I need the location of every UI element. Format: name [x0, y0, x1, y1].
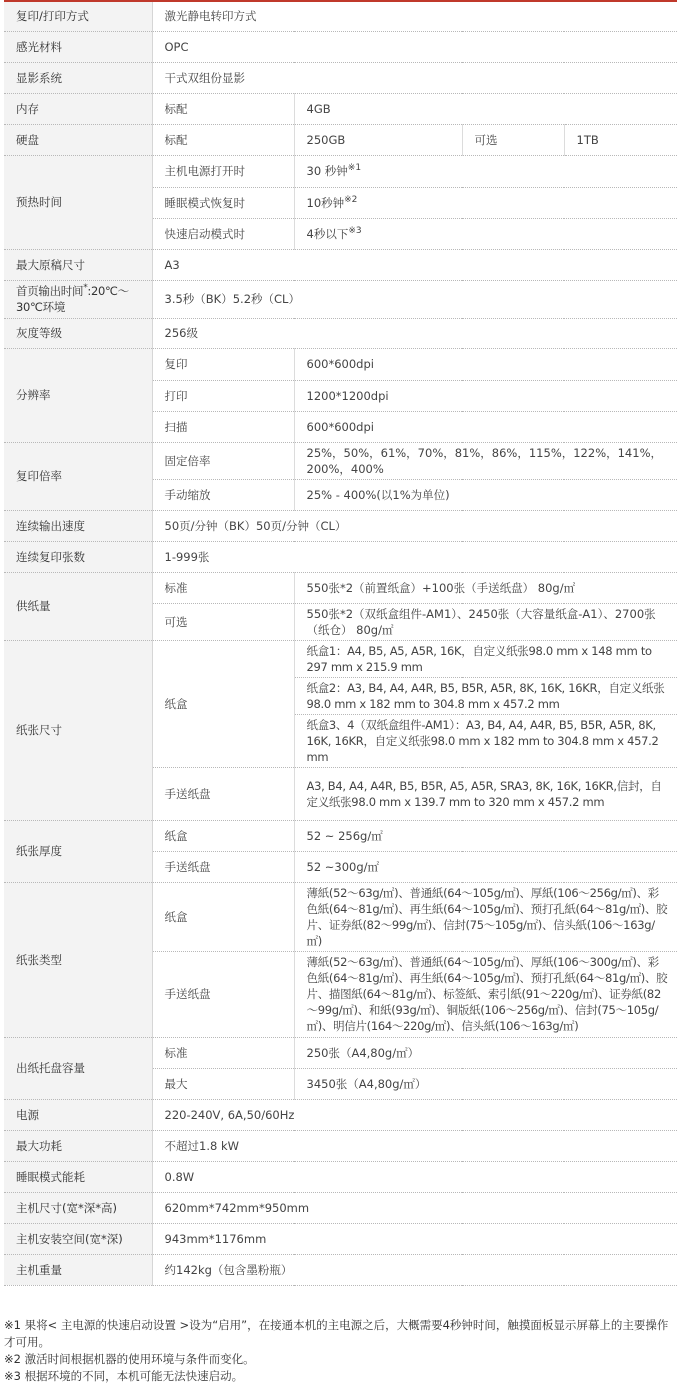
- spec-value: 220-240V, 6A,50/60Hz: [152, 1099, 677, 1130]
- spec-label: 连续输出速度: [4, 510, 152, 541]
- spec-value: 256级: [152, 318, 677, 348]
- spec-row: [4, 572, 677, 603]
- spec-value: 1200*1200dpi: [294, 380, 677, 411]
- label-text: 首页输出时间: [16, 284, 84, 298]
- footnote-mark: ※1: [347, 163, 362, 173]
- spec-label: 预热时间: [4, 155, 152, 249]
- spec-value: OPC: [152, 31, 677, 62]
- spec-label: 显影系统: [4, 62, 152, 93]
- spec-value: 600*600dpi: [294, 411, 677, 442]
- spec-label: 连续复印张数: [4, 541, 152, 572]
- spec-row: [4, 1037, 677, 1068]
- spec-sublabel: 标配: [152, 124, 294, 155]
- spec-label: 主机重量: [4, 1254, 152, 1285]
- spec-value: 3.5秒（BK）5.2秒（CL）: [152, 280, 677, 318]
- spec-sublabel: 复印: [152, 348, 294, 380]
- spec-label: 主机尺寸(宽*深*高): [4, 1192, 152, 1223]
- spec-row: [4, 1223, 677, 1254]
- spec-value: 250GB: [294, 124, 462, 155]
- spec-value: 620mm*742mm*950mm: [152, 1192, 677, 1223]
- spec-row: [4, 155, 677, 187]
- spec-value: 激光静电转印方式: [152, 2, 677, 31]
- spec-value: 薄紙(52～63g/㎡)、普通紙(64～105g/㎡)、厚紙(106～300g/㎡)、彩色紙(64～81g/㎡)、再生紙(64～105g/㎡)、预打孔紙(64～81g/㎡)、胶片、描图紙(64～81g/㎡)、标签紙、索引紙(91～220g/㎡)、证券紙(82～99g/㎡)、和紙(93g/㎡)、铜版紙(106～256g/㎡)、信封(75～105g/㎡)、明信片(164～220g/㎡)、信头紙(106～163g/㎡): [294, 951, 677, 1037]
- spec-row: [4, 31, 677, 62]
- spec-label: 硬盘: [4, 124, 152, 155]
- spec-value: [294, 155, 677, 187]
- spec-option-value: 1TB: [564, 124, 677, 155]
- spec-value: 250张（A4,80g/㎡）: [294, 1037, 677, 1068]
- spec-value: 52 ~300g/㎡: [294, 851, 677, 882]
- spec-row: [4, 442, 677, 479]
- spec-value: [294, 218, 677, 249]
- spec-value: 纸盒3、4（双纸盒组件-AM1）：A3, B4, A4, A4R, B5, B5R, A5R, 8K, 16K, 16KR，自定义纸张98.0 mm x 182 mm to 304.8 mm x 457.2 mm: [294, 714, 677, 767]
- spec-row: [4, 93, 677, 124]
- spec-value: 3450张（A4,80g/㎡）: [294, 1068, 677, 1099]
- spec-table-container: [4, 0, 677, 1286]
- spec-sublabel: 标准: [152, 572, 294, 603]
- spec-label: 主机安装空间(宽*深): [4, 1223, 152, 1254]
- spec-value: [294, 187, 677, 218]
- spec-row: [4, 1161, 677, 1192]
- spec-row: [4, 318, 677, 348]
- spec-label: 电源: [4, 1099, 152, 1130]
- spec-sublabel: 手送纸盘: [152, 767, 294, 820]
- footnotes: [4, 1317, 677, 1385]
- spec-table: [4, 2, 677, 1286]
- spec-sublabel: 扫描: [152, 411, 294, 442]
- spec-row: [4, 1130, 677, 1161]
- spec-value: 25% - 400%(以1%为单位): [294, 479, 677, 510]
- spec-sublabel: 最大: [152, 1068, 294, 1099]
- spec-label: 供纸量: [4, 572, 152, 640]
- footnote-mark: *: [83, 283, 88, 293]
- spec-sublabel: 标准: [152, 1037, 294, 1068]
- spec-label: 最大功耗: [4, 1130, 152, 1161]
- footnote-mark: ※3: [348, 225, 362, 236]
- spec-label: 纸张厚度: [4, 820, 152, 882]
- spec-label: 灰度等级: [4, 318, 152, 348]
- spec-sublabel: 纸盒: [152, 640, 294, 767]
- footnote-mark: ※2: [344, 194, 358, 205]
- spec-value: 25%，50%，61%，70%，81%，86%，115%，122%，141%，200%，400%: [294, 442, 677, 479]
- spec-sublabel: 手动缩放: [152, 479, 294, 510]
- spec-label: 睡眠模式能耗: [4, 1161, 152, 1192]
- spec-row: [4, 541, 677, 572]
- spec-value: A3, B4, A4, A4R, B5, B5R, A5, A5R, SRA3, 8K, 16K, 16KR,信封，自定义纸张98.0 mm x 139.7 mm to 320 mm x 457.2 mm: [294, 767, 677, 820]
- value-text: 4秒以下: [306, 226, 349, 241]
- spec-row: [4, 348, 677, 380]
- spec-row: [4, 640, 677, 677]
- footnote-3: ※3 根据环境的不同，本机可能无法快速启动。: [4, 1369, 244, 1383]
- spec-sublabel: 手送纸盘: [152, 951, 294, 1037]
- spec-value: 薄紙(52～63g/㎡)、普通紙(64～105g/㎡)、厚紙(106～256g/㎡)、彩色紙(64～81g/㎡)、再生紙(64～105g/㎡)、预打孔紙(64～81g/㎡)、胶片、证券紙(82～99g/㎡)、信封(75～105g/㎡)、信头紙(106～163g/㎡): [294, 882, 677, 951]
- spec-value: 943mm*1176mm: [152, 1223, 677, 1254]
- spec-row: [4, 2, 677, 31]
- spec-row: [4, 62, 677, 93]
- spec-row: [4, 510, 677, 541]
- spec-value: 干式双组份显影: [152, 62, 677, 93]
- spec-label: 出纸托盘容量: [4, 1037, 152, 1099]
- label-text: :20℃～30℃环境: [16, 284, 129, 314]
- spec-value: 纸盒2：A3, B4, A4, A4R, B5, B5R, A5R, 8K, 16K, 16KR，自定义纸张98.0 mm x 182 mm to 304.8 mm x 457.2 mm: [294, 677, 677, 714]
- spec-label: 感光材料: [4, 31, 152, 62]
- spec-sublabel: 标配: [152, 93, 294, 124]
- spec-label: 纸张类型: [4, 882, 152, 1037]
- footnote-1: ※1 果将< 主电源的快速启动设置 >设为“启用”，在接通本机的主电源之后，大概需要4秒钟时间，触摸面板显示屏幕上的主要操作才可用。: [4, 1318, 669, 1349]
- spec-option-label: 可选: [462, 124, 564, 155]
- spec-label: 复印/打印方式: [4, 2, 152, 31]
- spec-row: [4, 820, 677, 851]
- spec-sublabel: 可选: [152, 603, 294, 640]
- spec-row: [4, 1254, 677, 1285]
- spec-value: 600*600dpi: [294, 348, 677, 380]
- spec-row: [4, 280, 677, 318]
- footnote-2: ※2 激活时间根据机器的使用环境与条件而变化。: [4, 1352, 255, 1366]
- spec-label: 复印倍率: [4, 442, 152, 510]
- spec-sublabel: 纸盒: [152, 820, 294, 851]
- value-text: 10秒钟: [306, 195, 345, 210]
- spec-label: 内存: [4, 93, 152, 124]
- spec-row: [4, 249, 677, 280]
- spec-value: 不超过1.8 kW: [152, 1130, 677, 1161]
- spec-row: [4, 124, 677, 155]
- spec-value: 52 ~ 256g/㎡: [294, 820, 677, 851]
- spec-label: 最大原稿尺寸: [4, 249, 152, 280]
- spec-label: [4, 280, 152, 318]
- spec-sublabel: 快速启动模式时: [152, 218, 294, 249]
- spec-value: A3: [152, 249, 677, 280]
- spec-sublabel: 纸盒: [152, 882, 294, 951]
- spec-sublabel: 主机电源打开时: [152, 155, 294, 187]
- spec-value: 约142kg（包含墨粉瓶）: [152, 1254, 677, 1285]
- spec-row: [4, 1192, 677, 1223]
- spec-value: 4GB: [294, 93, 677, 124]
- spec-sublabel: 睡眠模式恢复时: [152, 187, 294, 218]
- spec-value: 550张*2（前置纸盒）+100张（手送纸盘） 80g/㎡: [294, 572, 677, 603]
- spec-value: 50页/分钟（BK）50页/分钟（CL）: [152, 510, 677, 541]
- spec-label: 纸张尺寸: [4, 640, 152, 820]
- spec-value: 0.8W: [152, 1161, 677, 1192]
- spec-label: 分辨率: [4, 348, 152, 442]
- spec-sublabel: 手送纸盘: [152, 851, 294, 882]
- spec-value: 纸盒1：A4, B5, A5, A5R, 16K，自定义纸张98.0 mm x 148 mm to 297 mm x 215.9 mm: [294, 640, 677, 677]
- value-text: 30 秒钟: [306, 164, 348, 178]
- spec-value: 550张*2（双纸盒组件-AM1）、2450张（大容量纸盒-A1）、2700张（纸仓） 80g/㎡: [294, 603, 677, 640]
- spec-sublabel: 固定倍率: [152, 442, 294, 479]
- spec-row: [4, 882, 677, 951]
- spec-row: [4, 1099, 677, 1130]
- spec-value: 1-999张: [152, 541, 677, 572]
- spec-sublabel: 打印: [152, 380, 294, 411]
